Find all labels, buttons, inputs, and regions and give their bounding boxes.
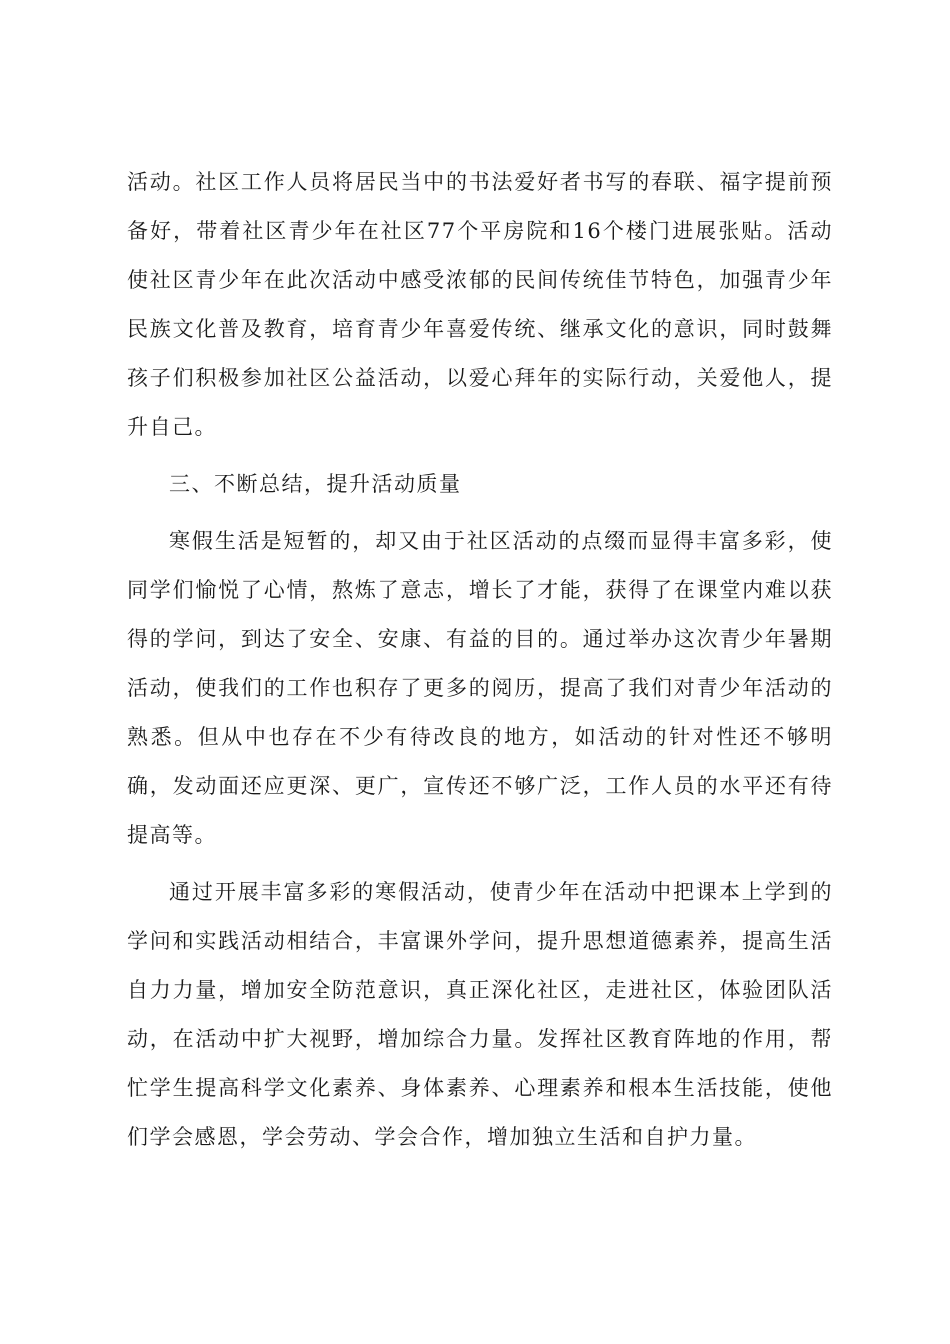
document-body <box>127 158 833 1170</box>
paragraph-community-activity: 活动。社区工作人员将居民当中的书法爱好者书写的春联、福字提前预备好，带着社区青少年在社区77个平房院和16个楼门进展张贴。活动使社区青少年在此次活动中感受浓郁的民间传统佳节特色，加强青少年民族文化普及教育，培育青少年喜爱传统、继承文化的意识，同时鼓舞孩子们积极参加社区公益活动，以爱心拜年的实际行动，关爱他人，提升自己。 <box>127 170 833 439</box>
paragraph-conclusion: 通过开展丰富多彩的寒假活动，使青少年在活动中把课本上学到的学问和实践活动相结合，丰富课外学问，提升思想道德素养，提高生活自力力量，增加安全防范意识，真正深化社区，走进社区，体验团队活动，在活动中扩大视野，增加综合力量。发挥社区教育阵地的作用，帮忙学生提高科学文化素养、身体素养、心理素养和根本生活技能，使他们学会感恩，学会劳动、学会合作，增加独立生活和自护力量。 <box>127 880 833 1149</box>
paragraph-winter-life: 寒假生活是短暂的，却又由于社区活动的点缀而显得丰富多彩，使同学们愉悦了心情，熬炼了意志，增长了才能，获得了在课堂内难以获得的学问，到达了安全、安康、有益的目的。通过举办这次青少年暑期活动，使我们的工作也积存了更多的阅历，提高了我们对青少年活动的熟悉。但从中也存在不少有待改良的地方，如活动的针对性还不够明确，发动面还应更深、更广，宣传还不够广泛，工作人员的水平还有待提高等。 <box>127 529 833 847</box>
section-heading-summary: 三、不断总结，提升活动质量 <box>169 472 462 496</box>
